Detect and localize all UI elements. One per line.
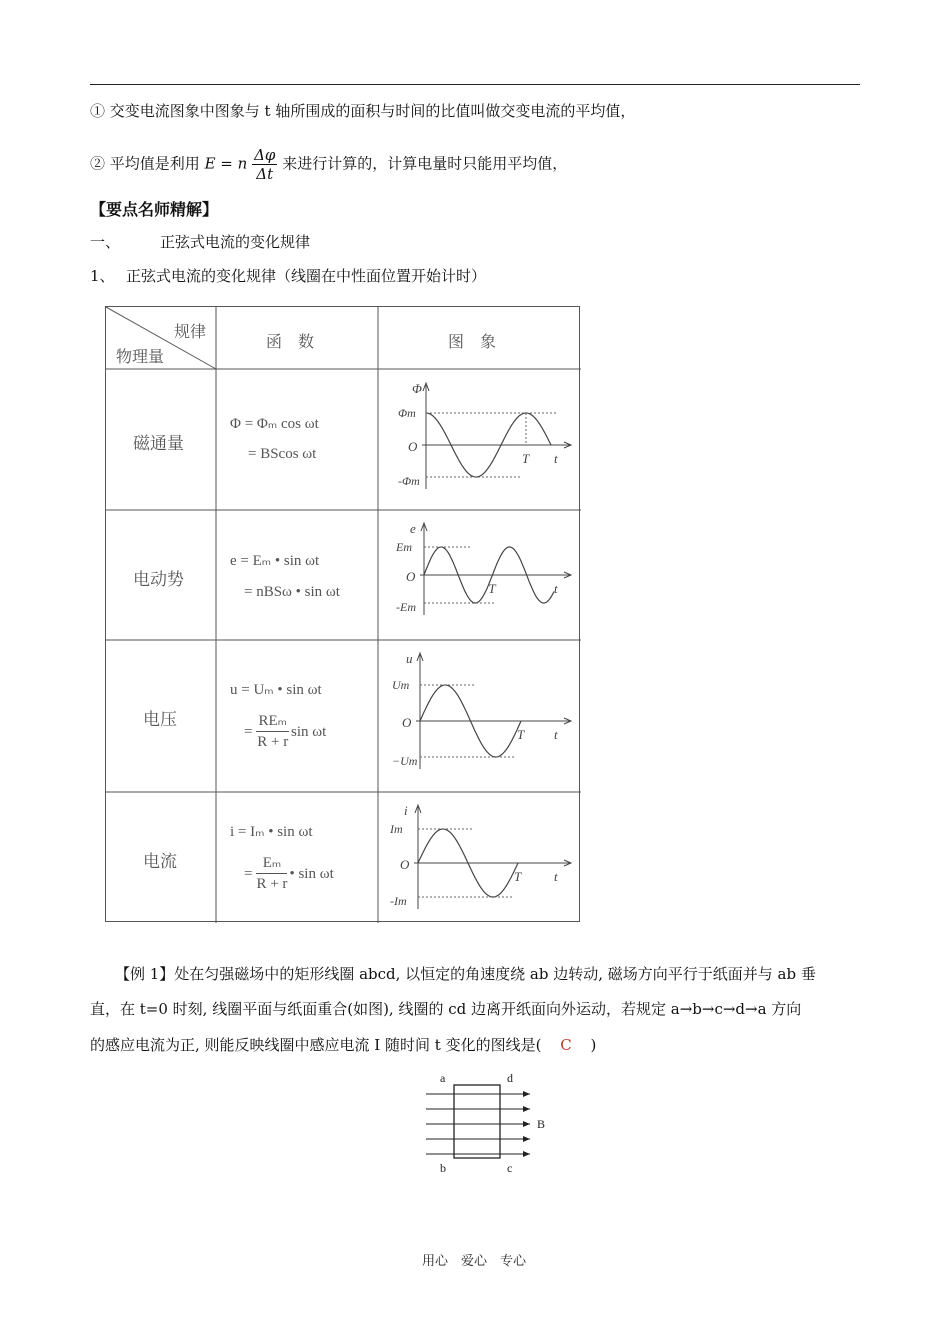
- label-d: d: [507, 1071, 513, 1085]
- origin-label: O: [406, 569, 416, 584]
- time-axis-label: t: [554, 581, 558, 596]
- voltage-fraction-den: R + r: [257, 734, 289, 750]
- time-axis-label: t: [554, 451, 558, 466]
- origin-label: O: [402, 715, 412, 730]
- row-name-current: 电流: [143, 852, 177, 872]
- voltage-fraction-tail: sin ωt: [290, 723, 327, 740]
- row-formula-voltage-1: u = Uₘ • sin ωt: [230, 682, 322, 698]
- waveform-graphs: [106, 307, 581, 923]
- row-name-voltage: 电压: [143, 710, 177, 730]
- example-paren-close: ): [590, 1036, 597, 1054]
- row-formula-emf-1: e = Eₘ • sin ωt: [230, 553, 320, 569]
- formula-E: E: [204, 154, 216, 173]
- formula-fraction: [252, 146, 277, 183]
- subsection-number: 1、: [90, 267, 115, 285]
- label-B: B: [537, 1117, 546, 1131]
- amplitude-positive-label: Um: [392, 678, 410, 692]
- label-c: c: [507, 1161, 513, 1175]
- amplitude-positive-label: Em: [396, 540, 412, 554]
- section-number: 一、: [90, 233, 121, 251]
- example-line-3: [90, 1035, 596, 1055]
- fraction-denominator: Δt: [256, 165, 274, 183]
- row-name-flux: 磁通量: [133, 434, 184, 454]
- label-a: a: [440, 1071, 446, 1085]
- amplitude-negative-label: -Im: [390, 894, 407, 908]
- current-fraction-tail: • sin ωt: [289, 865, 334, 882]
- paragraph-average-definition: ① 交变电流图象中图象与 t 轴所围成的面积与时间的比值叫做交变电流的平均值，: [90, 102, 636, 120]
- header-quantity: 物理量: [116, 347, 165, 366]
- row-name-emf: 电动势: [133, 570, 184, 590]
- row-formula-flux-1: Φ = Φₘ cos ωt: [230, 416, 319, 432]
- row-formula-flux-2: = BScos ωt: [248, 446, 317, 462]
- amplitude-negative-label: -Em: [396, 600, 416, 614]
- current-fraction-num: Eₘ: [256, 853, 287, 874]
- row-formula-emf-2: = nBSω • sin ωt: [244, 584, 340, 600]
- page-footer: 用心 爱心 专心: [422, 1254, 527, 1269]
- section-title: 正弦式电流的变化规律: [160, 233, 311, 251]
- formula-intro: ② 平均值是利用: [90, 154, 200, 173]
- amplitude-positive-label: Φm: [398, 406, 416, 420]
- period-label: T: [517, 727, 525, 742]
- amplitude-negative-label: -Φm: [398, 474, 420, 488]
- header-function: 函 数: [266, 332, 315, 351]
- row-formula-current-2: = $\frac{\text{Eₘ}}{R + r}$ • sin ωt: [244, 855, 334, 892]
- example-line-1: 【例 1】处在匀强磁场中的矩形线圈 abcd, 以恒定的角速度绕 ab 边转动, 磁场方向平行于纸面并与 ab 垂: [115, 965, 816, 983]
- example-question: 的感应电流为正, 则能反映线圈中感应电流 I 随时间 t 变化的图线是(: [90, 1036, 542, 1054]
- y-axis-label: e: [410, 521, 416, 536]
- amplitude-positive-label: Im: [390, 822, 403, 836]
- current-fraction-den: R + r: [256, 876, 288, 892]
- example-line-2: 直，在 t=0 时刻, 线圈平面与纸面重合(如图), 线圈的 cd 边离开纸面向外运动，若规定 a→b→c→d→a 方向: [90, 1000, 802, 1018]
- time-axis-label: t: [554, 869, 558, 884]
- row-formula-voltage-2: = REₘ R + r sin ωt: [244, 713, 327, 750]
- amplitude-negative-label: −Um: [392, 754, 418, 768]
- y-axis-label: u: [406, 651, 413, 666]
- header-graph: 图 象: [448, 332, 497, 351]
- header-law: 规律: [174, 322, 207, 341]
- label-b: b: [440, 1161, 446, 1175]
- subsection-title: 正弦式电流的变化规律（线圈在中性面位置开始计时）: [126, 267, 487, 285]
- formula-explanation: 来进行计算的，计算电量时只能用平均值，: [282, 154, 568, 173]
- period-label: T: [488, 581, 496, 596]
- paragraph-average-formula: [90, 146, 567, 183]
- origin-label: O: [408, 439, 418, 454]
- y-axis-label: i: [404, 803, 408, 818]
- top-rule: [90, 84, 860, 85]
- coil-in-field-figure: [420, 1068, 560, 1178]
- origin-label: O: [400, 857, 410, 872]
- coil-rectangle: [454, 1085, 500, 1158]
- y-axis-label: Φ: [412, 381, 422, 396]
- example-answer: C: [560, 1036, 572, 1054]
- formula-eq: = n: [215, 154, 248, 173]
- time-axis-label: t: [554, 727, 558, 742]
- section-heading: 【要点名师精解】: [90, 200, 219, 219]
- period-label: T: [514, 869, 522, 884]
- voltage-fraction-num: REₘ: [256, 711, 289, 732]
- row-formula-current-1: i = Iₘ • sin ωt: [230, 824, 313, 840]
- sinusoidal-table: [105, 306, 580, 922]
- fraction-numerator: Δφ: [254, 146, 276, 164]
- period-label: T: [522, 451, 530, 466]
